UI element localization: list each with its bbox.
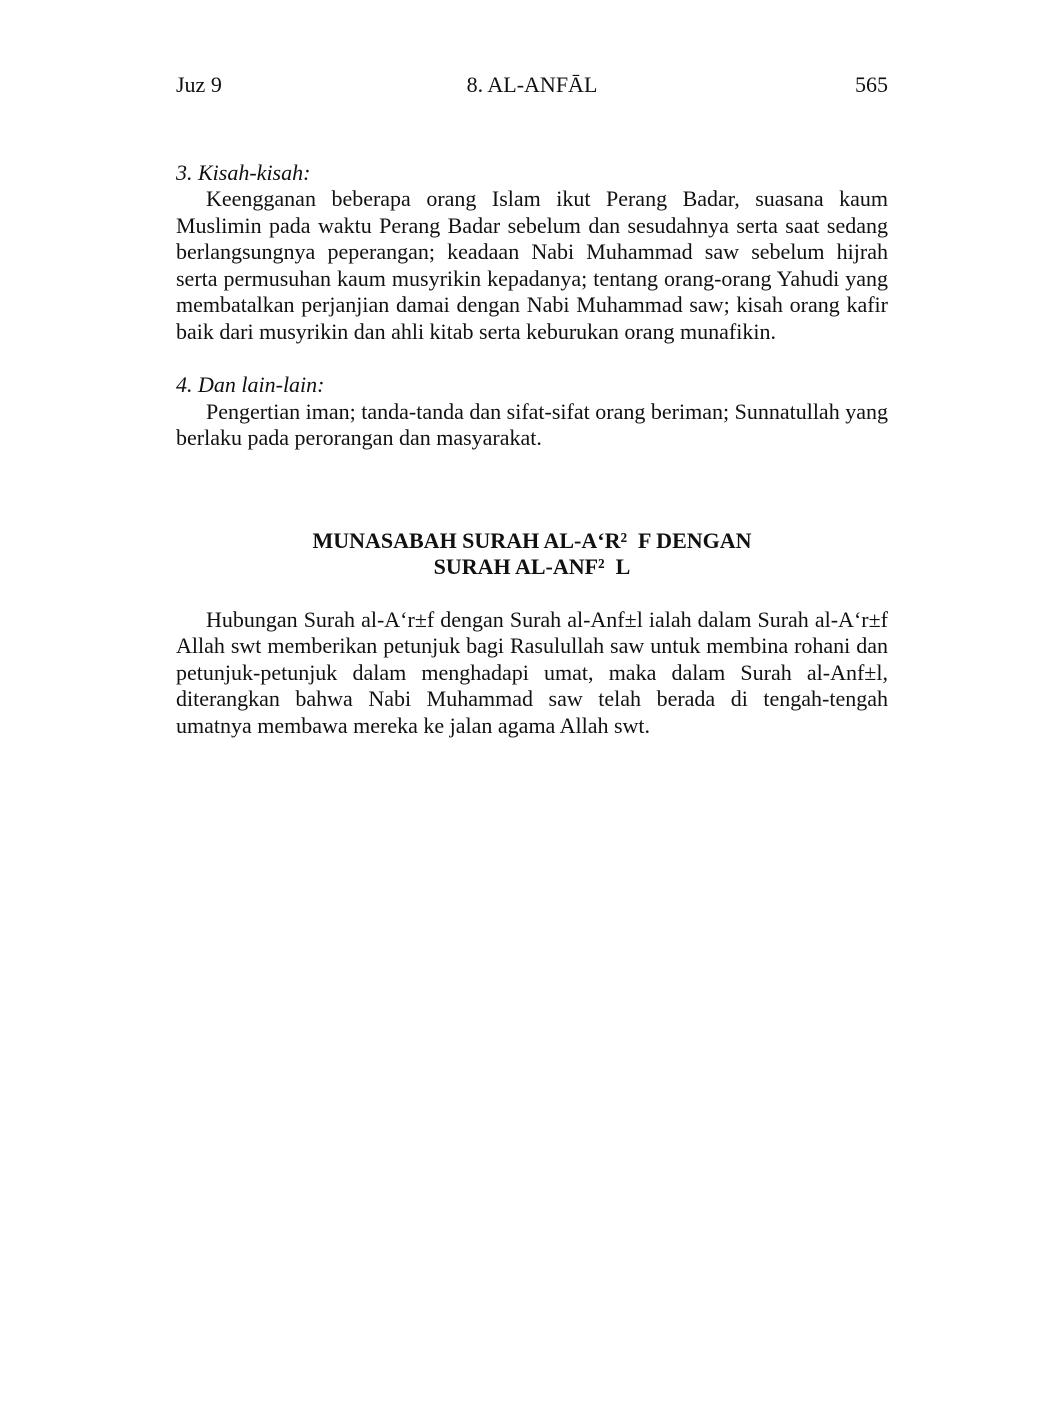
munasabah-body: Hubungan Surah al-A‘r±f dengan Surah al-Anf±l ialah dalam Surah al-A‘r±f Allah swt memberikan petunjuk bagi Rasulullah saw untuk membina rohani dan petunjuk-petunjuk dalam menghadapi umat, maka dalam Surah al-Anf±l, diterangkan bahwa Nabi Muhammad saw telah berada di tengah-tengah umatnya membawa mereka ke jalan agama Allah swt. — [176, 606, 888, 738]
section-body: Keengganan beberapa orang Islam ikut Perang Badar, suasana kaum Muslimin pada waktu Perang Badar sebelum dan sesudahnya serta saat sedang berlangsungnya peperangan; keadaan Nabi Muhammad saw sebelum hijrah serta permusuhan kaum musyrikin kepadanya; tentang orang-orang Yahudi yang membatalkan perjanjian damai dengan Nabi Muhammad saw; kisah orang kafir baik dari musyrikin dan ahli kitab serta keburukan orang munafikin. — [176, 186, 888, 344]
surah-title: 8. AL-ANFĀL — [466, 72, 598, 97]
section-body: Pengertian iman; tanda-tanda dan sifat-sifat orang beriman; Sunnatullah yang berlaku pada perorangan dan masyarakat. — [176, 398, 888, 450]
section-kisah-kisah — [176, 160, 888, 346]
munasabah-title-line1: MUNASABAH SURAH AL-A‘R² F DENGAN — [312, 527, 752, 553]
section-heading: 3. Kisah-kisah: — [176, 159, 311, 185]
munasabah-section — [176, 528, 888, 740]
page-number: 565 — [855, 72, 888, 97]
section-heading: 4. Dan lain-lain: — [176, 372, 325, 397]
munasabah-title-line2: SURAH AL-ANF² L — [433, 554, 631, 579]
section-dan-lain-lain — [176, 372, 888, 452]
running-header — [176, 72, 888, 99]
juz-label: Juz 9 — [176, 72, 222, 97]
